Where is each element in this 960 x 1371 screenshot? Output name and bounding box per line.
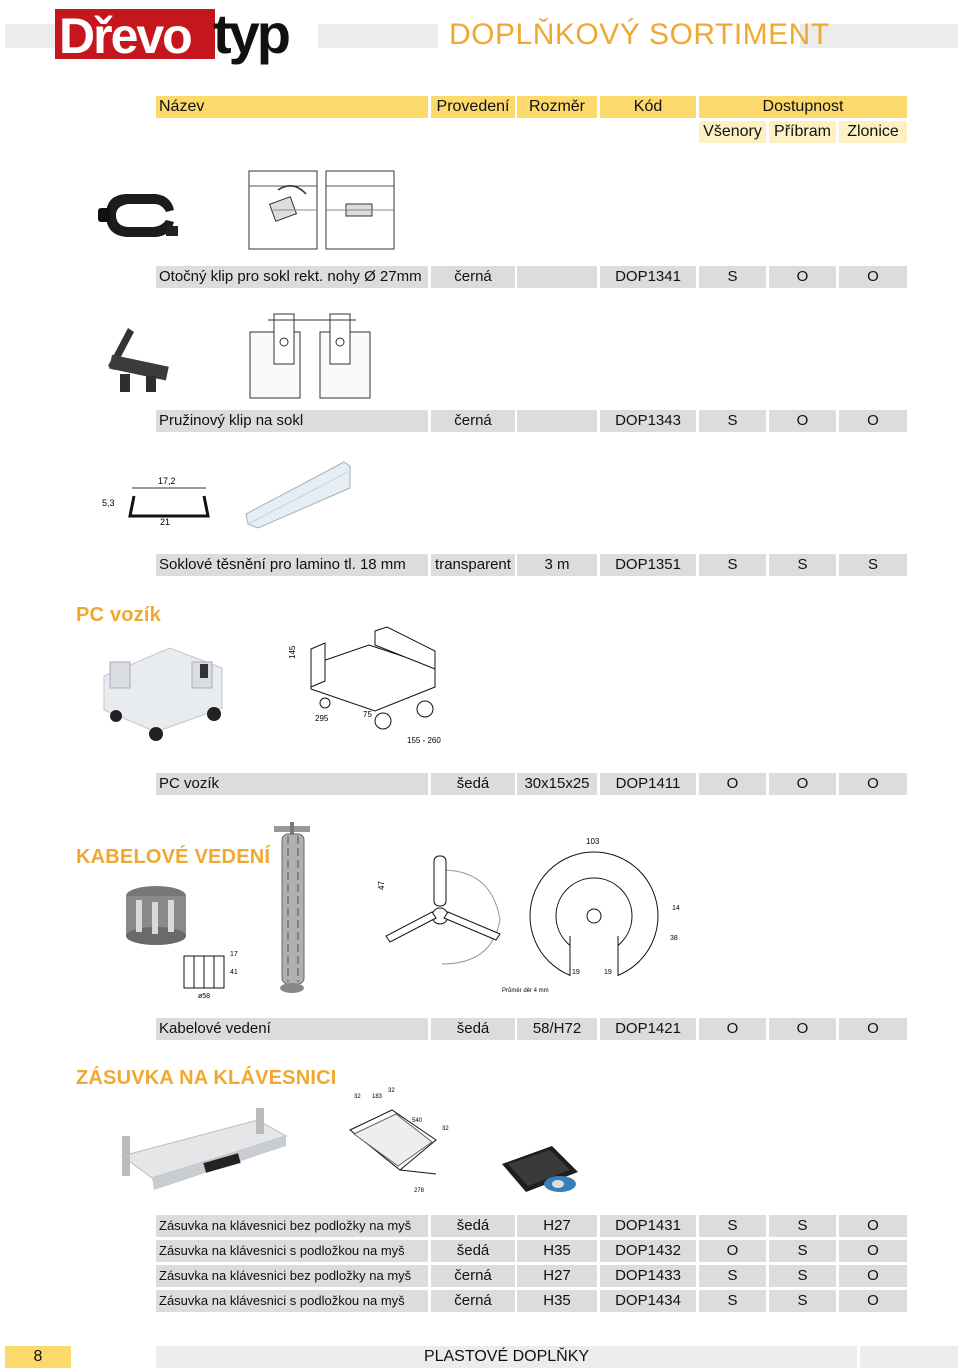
footer-label: PLASTOVÉ DOPLŇKY (156, 1346, 857, 1368)
row-availability: O (699, 1018, 766, 1040)
row-availability: S (699, 266, 766, 288)
spring-clip-photo (100, 326, 172, 401)
section-pc-cart: PC vozík (76, 604, 161, 626)
row-availability: O (769, 410, 836, 432)
row-availability: S (699, 1215, 766, 1237)
kb-f-label: 278 (414, 1188, 425, 1194)
row-availability: O (839, 1240, 907, 1262)
row-availability: O (769, 266, 836, 288)
row-name: Zásuvka na klávesnici s podložkou na myš (156, 1290, 428, 1312)
rotary-clip-photo (96, 180, 186, 255)
cart-depth-label: 75 (363, 710, 372, 719)
row-finish: transparent (431, 554, 515, 576)
row-size: H27 (517, 1215, 597, 1237)
header-size: Rozměr (517, 96, 597, 118)
row-availability: S (699, 1290, 766, 1312)
kb-d-label: 540 (412, 1118, 423, 1124)
row-availability: O (699, 1240, 766, 1262)
row-code: DOP1341 (600, 266, 696, 288)
row-code: DOP1433 (600, 1265, 696, 1287)
row-code: DOP1434 (600, 1290, 696, 1312)
row-availability: O (839, 1290, 907, 1312)
header-loc-zlonice: Zlonice (839, 121, 907, 143)
row-availability: S (699, 410, 766, 432)
footer-bar-right (860, 1346, 958, 1368)
row-name: PC vozík (156, 773, 428, 795)
pc-cart-drawing (285, 625, 455, 754)
section-cable: KABELOVÉ VEDENÍ (76, 846, 271, 868)
page-title: DOPLŇKOVÝ SORTIMENT (449, 18, 830, 51)
header-code: Kód (600, 96, 696, 118)
row-availability: O (839, 1215, 907, 1237)
ring-h1-label: 14 (672, 905, 680, 912)
row-availability: O (769, 1018, 836, 1040)
cable-h1-label: 17 (230, 951, 238, 958)
row-availability: O (839, 1018, 907, 1040)
logo (55, 3, 317, 85)
row-availability: S (699, 554, 766, 576)
footer-page-number: 8 (5, 1346, 71, 1368)
header-loc-vsenory: Všenory (699, 121, 766, 143)
row-availability: O (839, 410, 907, 432)
cart-range-label: 155 - 260 (407, 736, 441, 745)
cable-clamp-drawing (372, 850, 510, 973)
row-name: Otočný klip pro sokl rekt. nohy Ø 27mm (156, 266, 428, 288)
logo-text-left: Dřevo (59, 8, 191, 64)
row-size: 58/H72 (517, 1018, 597, 1040)
row-name: Zásuvka na klávesnici bez podložky na myš (156, 1215, 428, 1237)
row-name: Zásuvka na klávesnici s podložkou na myš (156, 1240, 428, 1262)
header-finish: Provedení (431, 96, 515, 118)
row-size (517, 410, 597, 432)
clamp-height-label: 47 (377, 881, 386, 890)
ring-b2-label: 19 (604, 969, 612, 976)
row-code: DOP1432 (600, 1240, 696, 1262)
header-name: Název (156, 96, 428, 118)
row-finish: šedá (431, 1215, 515, 1237)
kb-e-label: 32 (442, 1126, 449, 1132)
row-availability: S (769, 1290, 836, 1312)
cable-grommet-photo (122, 884, 190, 951)
seal-side-label: 5,3 (102, 498, 115, 508)
ring-b1-label: 19 (572, 969, 580, 976)
keyboard-tray-black-photo (500, 1144, 582, 1205)
row-size: H35 (517, 1290, 597, 1312)
row-availability: O (839, 773, 907, 795)
row-finish: černá (431, 410, 515, 432)
cable-h2-label: 41 (230, 969, 238, 976)
row-size: 30x15x25 (517, 773, 597, 795)
row-name: Soklové těsnění pro lamino tl. 18 mm (156, 554, 428, 576)
row-name: Pružinový klip na sokl (156, 410, 428, 432)
row-name: Kabelové vedení (156, 1018, 428, 1040)
row-availability: S (769, 1215, 836, 1237)
kb-c-label: 32 (388, 1088, 395, 1094)
row-size: H35 (517, 1240, 597, 1262)
header-availability: Dostupnost (699, 96, 907, 118)
cart-width-label: 295 (315, 714, 329, 723)
row-availability: O (839, 1265, 907, 1287)
kb-a-label: 32 (354, 1094, 361, 1100)
seal-bottom-label: 21 (160, 517, 171, 526)
spring-clip-drawing (248, 308, 374, 407)
header-loc-pribram: Příbram (769, 121, 836, 143)
row-finish: černá (431, 1290, 515, 1312)
row-availability: S (699, 1265, 766, 1287)
header-bar-mid (318, 24, 438, 48)
seal-top-label: 17,2 (158, 476, 176, 486)
rotary-clip-drawing (248, 170, 396, 255)
row-size: 3 m (517, 554, 597, 576)
seal-photo (244, 458, 354, 535)
keyboard-tray-drawing (340, 1086, 464, 1209)
seal-profile-drawing (100, 470, 216, 531)
kb-b-label: 183 (372, 1094, 383, 1100)
cable-spine-photo (272, 822, 316, 1001)
row-size: H27 (517, 1265, 597, 1287)
row-availability: O (699, 773, 766, 795)
cart-height-label: 145 (288, 645, 297, 659)
row-availability: S (769, 554, 836, 576)
row-code: DOP1421 (600, 1018, 696, 1040)
ring-h2-label: 38 (670, 935, 678, 942)
row-name: Zásuvka na klávesnici bez podložky na myš (156, 1265, 428, 1287)
pc-cart-photo (96, 636, 228, 747)
logo-text-right: typ (213, 3, 288, 65)
section-keyboard: ZÁSUVKA NA KLÁVESNICI (76, 1067, 337, 1089)
row-size (517, 266, 597, 288)
header-bar-left (5, 24, 55, 48)
cable-diameter-label: ø58 (198, 993, 211, 1000)
row-availability: S (769, 1240, 836, 1262)
keyboard-tray-photo (118, 1106, 290, 1201)
row-code: DOP1351 (600, 554, 696, 576)
row-availability: S (769, 1265, 836, 1287)
row-finish: šedá (431, 773, 515, 795)
row-availability: O (839, 266, 907, 288)
row-finish: černá (431, 266, 515, 288)
row-availability: O (769, 773, 836, 795)
cable-ring-drawing (500, 836, 684, 1001)
row-finish: šedá (431, 1240, 515, 1262)
row-code: DOP1343 (600, 410, 696, 432)
row-code: DOP1411 (600, 773, 696, 795)
cable-grommet-drawing (180, 944, 244, 1005)
row-finish: šedá (431, 1018, 515, 1040)
row-finish: černá (431, 1265, 515, 1287)
ring-note-label: Průměr děr 4 mm (502, 988, 549, 994)
ring-width-label: 103 (586, 837, 600, 846)
row-code: DOP1431 (600, 1215, 696, 1237)
row-availability: S (839, 554, 907, 576)
